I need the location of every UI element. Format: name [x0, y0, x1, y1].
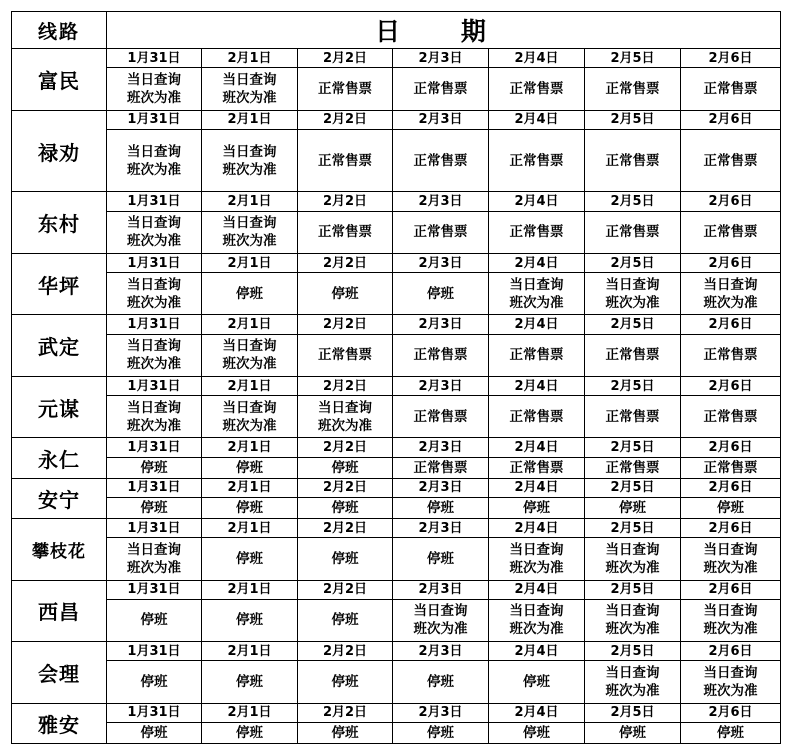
date-cell: 2月4日 [489, 110, 585, 129]
date-cell: 2月6日 [681, 253, 781, 272]
date-cell: 2月3日 [393, 315, 489, 334]
status-row [12, 396, 781, 438]
date-row [12, 703, 781, 722]
date-cell: 2月2日 [298, 49, 393, 68]
date-cell: 2月5日 [585, 376, 681, 395]
date-cell: 1月31日 [107, 376, 202, 395]
status-cell: 当日查询 班次为准 [107, 211, 202, 253]
date-cell: 2月1日 [202, 519, 298, 538]
status-cell: 停班 [202, 457, 298, 478]
date-cell: 1月31日 [107, 580, 202, 599]
date-cell: 2月2日 [298, 110, 393, 129]
status-row [12, 211, 781, 253]
date-cell: 2月2日 [298, 478, 393, 497]
status-cell: 停班 [202, 538, 298, 580]
status-row [12, 334, 781, 376]
date-cell: 2月4日 [489, 519, 585, 538]
date-cell: 2月2日 [298, 315, 393, 334]
status-cell: 正常售票 [298, 68, 393, 110]
status-cell: 正常售票 [298, 334, 393, 376]
status-cell: 正常售票 [489, 68, 585, 110]
date-row [12, 315, 781, 334]
date-cell: 2月1日 [202, 253, 298, 272]
status-cell: 停班 [107, 599, 202, 641]
date-cell: 2月3日 [393, 703, 489, 722]
status-cell: 停班 [585, 722, 681, 743]
status-cell: 停班 [202, 599, 298, 641]
status-cell: 当日查询 班次为准 [107, 273, 202, 315]
status-row [12, 722, 781, 743]
date-cell: 2月1日 [202, 192, 298, 211]
status-cell: 停班 [298, 457, 393, 478]
status-cell: 停班 [393, 538, 489, 580]
date-cell: 1月31日 [107, 519, 202, 538]
date-cell: 2月1日 [202, 703, 298, 722]
date-cell: 2月6日 [681, 192, 781, 211]
status-cell: 正常售票 [393, 334, 489, 376]
date-cell: 2月1日 [202, 376, 298, 395]
status-cell: 正常售票 [393, 457, 489, 478]
date-cell: 1月31日 [107, 642, 202, 661]
date-cell: 2月3日 [393, 580, 489, 599]
date-cell: 2月6日 [681, 519, 781, 538]
date-cell: 2月3日 [393, 253, 489, 272]
date-row [12, 642, 781, 661]
date-row [12, 110, 781, 129]
date-cell: 2月2日 [298, 376, 393, 395]
status-cell: 当日查询 班次为准 [202, 334, 298, 376]
route-name: 元谋 [12, 376, 107, 438]
status-cell: 停班 [489, 661, 585, 703]
status-cell: 正常售票 [681, 129, 781, 192]
status-cell: 停班 [489, 722, 585, 743]
status-cell: 停班 [393, 722, 489, 743]
date-cell: 2月5日 [585, 478, 681, 497]
schedule-table [11, 11, 781, 744]
status-cell: 正常售票 [393, 396, 489, 438]
date-cell: 2月2日 [298, 519, 393, 538]
date-cell: 2月3日 [393, 110, 489, 129]
status-row [12, 273, 781, 315]
date-row [12, 478, 781, 497]
date-cell: 2月4日 [489, 478, 585, 497]
date-cell: 1月31日 [107, 49, 202, 68]
date-cell: 2月6日 [681, 642, 781, 661]
status-cell: 正常售票 [585, 396, 681, 438]
date-cell: 2月4日 [489, 703, 585, 722]
date-cell: 2月5日 [585, 580, 681, 599]
route-column-header: 线路 [12, 12, 107, 49]
status-cell: 正常售票 [681, 334, 781, 376]
date-cell: 2月5日 [585, 703, 681, 722]
status-cell: 当日查询 班次为准 [202, 211, 298, 253]
status-cell: 当日查询 班次为准 [202, 68, 298, 110]
status-row [12, 457, 781, 478]
status-cell: 停班 [107, 722, 202, 743]
date-cell: 2月4日 [489, 580, 585, 599]
route-name: 武定 [12, 315, 107, 377]
date-cell: 2月4日 [489, 438, 585, 457]
route-name: 会理 [12, 642, 107, 704]
status-cell: 正常售票 [489, 129, 585, 192]
date-cell: 2月1日 [202, 110, 298, 129]
route-name: 禄劝 [12, 110, 107, 192]
date-cell: 2月6日 [681, 438, 781, 457]
header-row [12, 12, 781, 49]
status-cell: 停班 [298, 599, 393, 641]
date-cell: 2月4日 [489, 192, 585, 211]
status-cell: 当日查询 班次为准 [489, 599, 585, 641]
date-cell: 2月5日 [585, 49, 681, 68]
status-cell: 停班 [298, 273, 393, 315]
date-cell: 2月6日 [681, 580, 781, 599]
status-cell: 停班 [202, 722, 298, 743]
status-cell: 当日查询 班次为准 [489, 273, 585, 315]
status-cell: 停班 [393, 497, 489, 518]
date-cell: 2月3日 [393, 49, 489, 68]
route-name: 东村 [12, 192, 107, 254]
date-cell: 2月4日 [489, 315, 585, 334]
route-name: 西昌 [12, 580, 107, 642]
date-cell: 2月3日 [393, 642, 489, 661]
status-cell: 正常售票 [393, 211, 489, 253]
status-cell: 停班 [489, 497, 585, 518]
status-cell: 当日查询 班次为准 [585, 273, 681, 315]
date-cell: 2月3日 [393, 192, 489, 211]
status-cell: 停班 [681, 497, 781, 518]
status-cell: 当日查询 班次为准 [202, 129, 298, 192]
date-cell: 2月5日 [585, 315, 681, 334]
date-cell: 2月6日 [681, 315, 781, 334]
route-name: 富民 [12, 49, 107, 111]
date-cell: 2月4日 [489, 49, 585, 68]
status-cell: 停班 [681, 722, 781, 743]
status-cell: 当日查询 班次为准 [585, 599, 681, 641]
status-row [12, 599, 781, 641]
date-cell: 2月2日 [298, 703, 393, 722]
status-cell: 当日查询 班次为准 [681, 538, 781, 580]
status-cell: 正常售票 [681, 211, 781, 253]
date-cell: 2月1日 [202, 49, 298, 68]
date-column-header: 日 期 [107, 12, 781, 49]
status-cell: 停班 [107, 661, 202, 703]
status-cell: 当日查询 班次为准 [107, 129, 202, 192]
date-cell: 1月31日 [107, 110, 202, 129]
date-cell: 2月6日 [681, 49, 781, 68]
date-row [12, 438, 781, 457]
date-cell: 2月3日 [393, 438, 489, 457]
status-cell: 正常售票 [585, 211, 681, 253]
status-cell: 当日查询 班次为准 [107, 396, 202, 438]
route-name: 华坪 [12, 253, 107, 315]
status-cell: 停班 [202, 497, 298, 518]
status-cell: 停班 [393, 661, 489, 703]
status-cell: 正常售票 [393, 129, 489, 192]
date-cell: 2月5日 [585, 192, 681, 211]
route-name: 攀枝花 [12, 519, 107, 581]
route-name: 雅安 [12, 703, 107, 743]
status-cell: 正常售票 [489, 396, 585, 438]
status-cell: 正常售票 [489, 334, 585, 376]
date-cell: 2月2日 [298, 438, 393, 457]
status-row [12, 538, 781, 580]
status-cell: 当日查询 班次为准 [489, 538, 585, 580]
route-name: 永仁 [12, 438, 107, 478]
date-cell: 1月31日 [107, 478, 202, 497]
status-cell: 正常售票 [585, 68, 681, 110]
status-cell: 停班 [298, 497, 393, 518]
date-cell: 2月1日 [202, 642, 298, 661]
date-cell: 2月1日 [202, 438, 298, 457]
status-cell: 当日查询 班次为准 [393, 599, 489, 641]
date-cell: 2月1日 [202, 580, 298, 599]
status-cell: 正常售票 [298, 129, 393, 192]
status-cell: 正常售票 [585, 334, 681, 376]
status-cell: 正常售票 [489, 211, 585, 253]
status-cell: 正常售票 [681, 457, 781, 478]
status-row [12, 129, 781, 192]
date-cell: 2月2日 [298, 192, 393, 211]
status-cell: 正常售票 [298, 211, 393, 253]
status-cell: 正常售票 [681, 68, 781, 110]
date-row [12, 376, 781, 395]
date-cell: 1月31日 [107, 438, 202, 457]
status-cell: 停班 [107, 497, 202, 518]
date-cell: 2月6日 [681, 110, 781, 129]
status-cell: 停班 [202, 661, 298, 703]
date-cell: 2月3日 [393, 376, 489, 395]
status-cell: 正常售票 [585, 129, 681, 192]
date-row [12, 519, 781, 538]
status-cell: 当日查询 班次为准 [298, 396, 393, 438]
date-cell: 2月4日 [489, 642, 585, 661]
status-cell: 停班 [298, 661, 393, 703]
date-cell: 2月2日 [298, 580, 393, 599]
status-cell: 停班 [585, 497, 681, 518]
date-cell: 2月6日 [681, 703, 781, 722]
date-row [12, 49, 781, 68]
status-cell: 当日查询 班次为准 [107, 68, 202, 110]
date-cell: 2月3日 [393, 519, 489, 538]
status-row [12, 661, 781, 703]
status-cell: 当日查询 班次为准 [585, 538, 681, 580]
status-cell: 停班 [298, 538, 393, 580]
status-cell: 停班 [393, 273, 489, 315]
date-cell: 2月4日 [489, 376, 585, 395]
date-cell: 1月31日 [107, 192, 202, 211]
date-cell: 1月31日 [107, 315, 202, 334]
date-cell: 2月5日 [585, 642, 681, 661]
status-cell: 当日查询 班次为准 [107, 334, 202, 376]
date-cell: 2月5日 [585, 253, 681, 272]
date-row [12, 192, 781, 211]
date-row [12, 580, 781, 599]
date-cell: 2月6日 [681, 376, 781, 395]
date-cell: 1月31日 [107, 253, 202, 272]
date-cell: 2月1日 [202, 478, 298, 497]
date-cell: 2月5日 [585, 110, 681, 129]
status-cell: 正常售票 [489, 457, 585, 478]
status-cell: 正常售票 [585, 457, 681, 478]
status-cell: 当日查询 班次为准 [585, 661, 681, 703]
status-cell: 正常售票 [393, 68, 489, 110]
date-cell: 2月3日 [393, 478, 489, 497]
status-row [12, 497, 781, 518]
date-cell: 2月1日 [202, 315, 298, 334]
status-cell: 正常售票 [681, 396, 781, 438]
date-cell: 2月2日 [298, 253, 393, 272]
status-cell: 停班 [202, 273, 298, 315]
schedule-body [12, 12, 781, 744]
status-cell: 当日查询 班次为准 [202, 396, 298, 438]
date-cell: 1月31日 [107, 703, 202, 722]
date-cell: 2月2日 [298, 642, 393, 661]
route-name: 安宁 [12, 478, 107, 518]
date-cell: 2月6日 [681, 478, 781, 497]
status-cell: 当日查询 班次为准 [681, 661, 781, 703]
date-cell: 2月4日 [489, 253, 585, 272]
date-cell: 2月5日 [585, 519, 681, 538]
status-cell: 当日查询 班次为准 [107, 538, 202, 580]
status-cell: 当日查询 班次为准 [681, 599, 781, 641]
date-row [12, 253, 781, 272]
status-cell: 当日查询 班次为准 [681, 273, 781, 315]
status-row [12, 68, 781, 110]
status-cell: 停班 [298, 722, 393, 743]
status-cell: 停班 [107, 457, 202, 478]
date-cell: 2月5日 [585, 438, 681, 457]
